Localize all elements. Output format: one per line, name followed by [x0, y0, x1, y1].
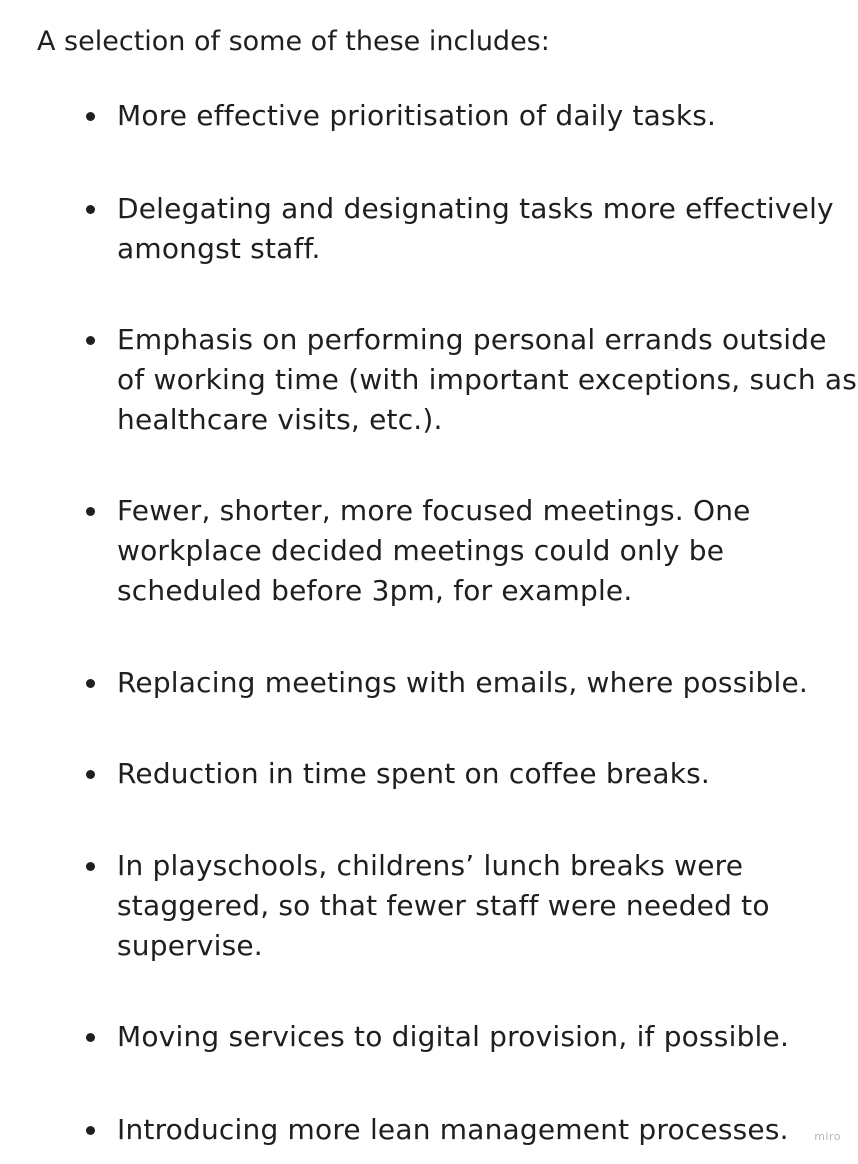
list-item: [117, 96, 858, 136]
bullet-dot-icon: [86, 112, 95, 121]
list-item: [117, 754, 858, 794]
bullet-dot-icon: [86, 1033, 95, 1042]
list-item-text: Replacing meetings with emails, where possible.: [117, 666, 808, 699]
intro-text: A selection of some of these includes:: [37, 26, 550, 57]
list-item: [117, 491, 858, 611]
list-item-text: Reduction in time spent on coffee breaks.: [117, 757, 711, 790]
list-item-text: Moving services to digital provision, if possible.: [117, 1020, 790, 1053]
list-item: [117, 189, 858, 269]
bullet-dot-icon: [86, 770, 95, 779]
list-item: [117, 320, 858, 440]
list-item: [117, 1017, 858, 1057]
list-item-text: Emphasis on performing personal errands outside of working time (with important exceptions, such as healthcare visits, etc.).: [117, 323, 858, 436]
bullet-dot-icon: [86, 205, 95, 214]
miro-watermark: miro: [814, 1130, 841, 1143]
list-item: [117, 663, 858, 703]
list-item-text: In playschools, childrens’ lunch breaks were staggered, so that fewer staff were needed to supervise.: [117, 849, 770, 962]
list-item: [117, 846, 858, 966]
bullet-dot-icon: [86, 336, 95, 345]
bullet-dot-icon: [86, 1126, 95, 1135]
list-item-text: Delegating and designating tasks more effectively amongst staff.: [117, 192, 834, 265]
bullet-dot-icon: [86, 507, 95, 516]
list-item-text: Introducing more lean management processes.: [117, 1113, 789, 1146]
list-item-text: Fewer, shorter, more focused meetings. One workplace decided meetings could only be scheduled before 3pm, for example.: [117, 494, 751, 607]
bullet-dot-icon: [86, 679, 95, 688]
list-item: [117, 1110, 858, 1150]
bullet-dot-icon: [86, 862, 95, 871]
list-item-text: More effective prioritisation of daily tasks.: [117, 99, 717, 132]
